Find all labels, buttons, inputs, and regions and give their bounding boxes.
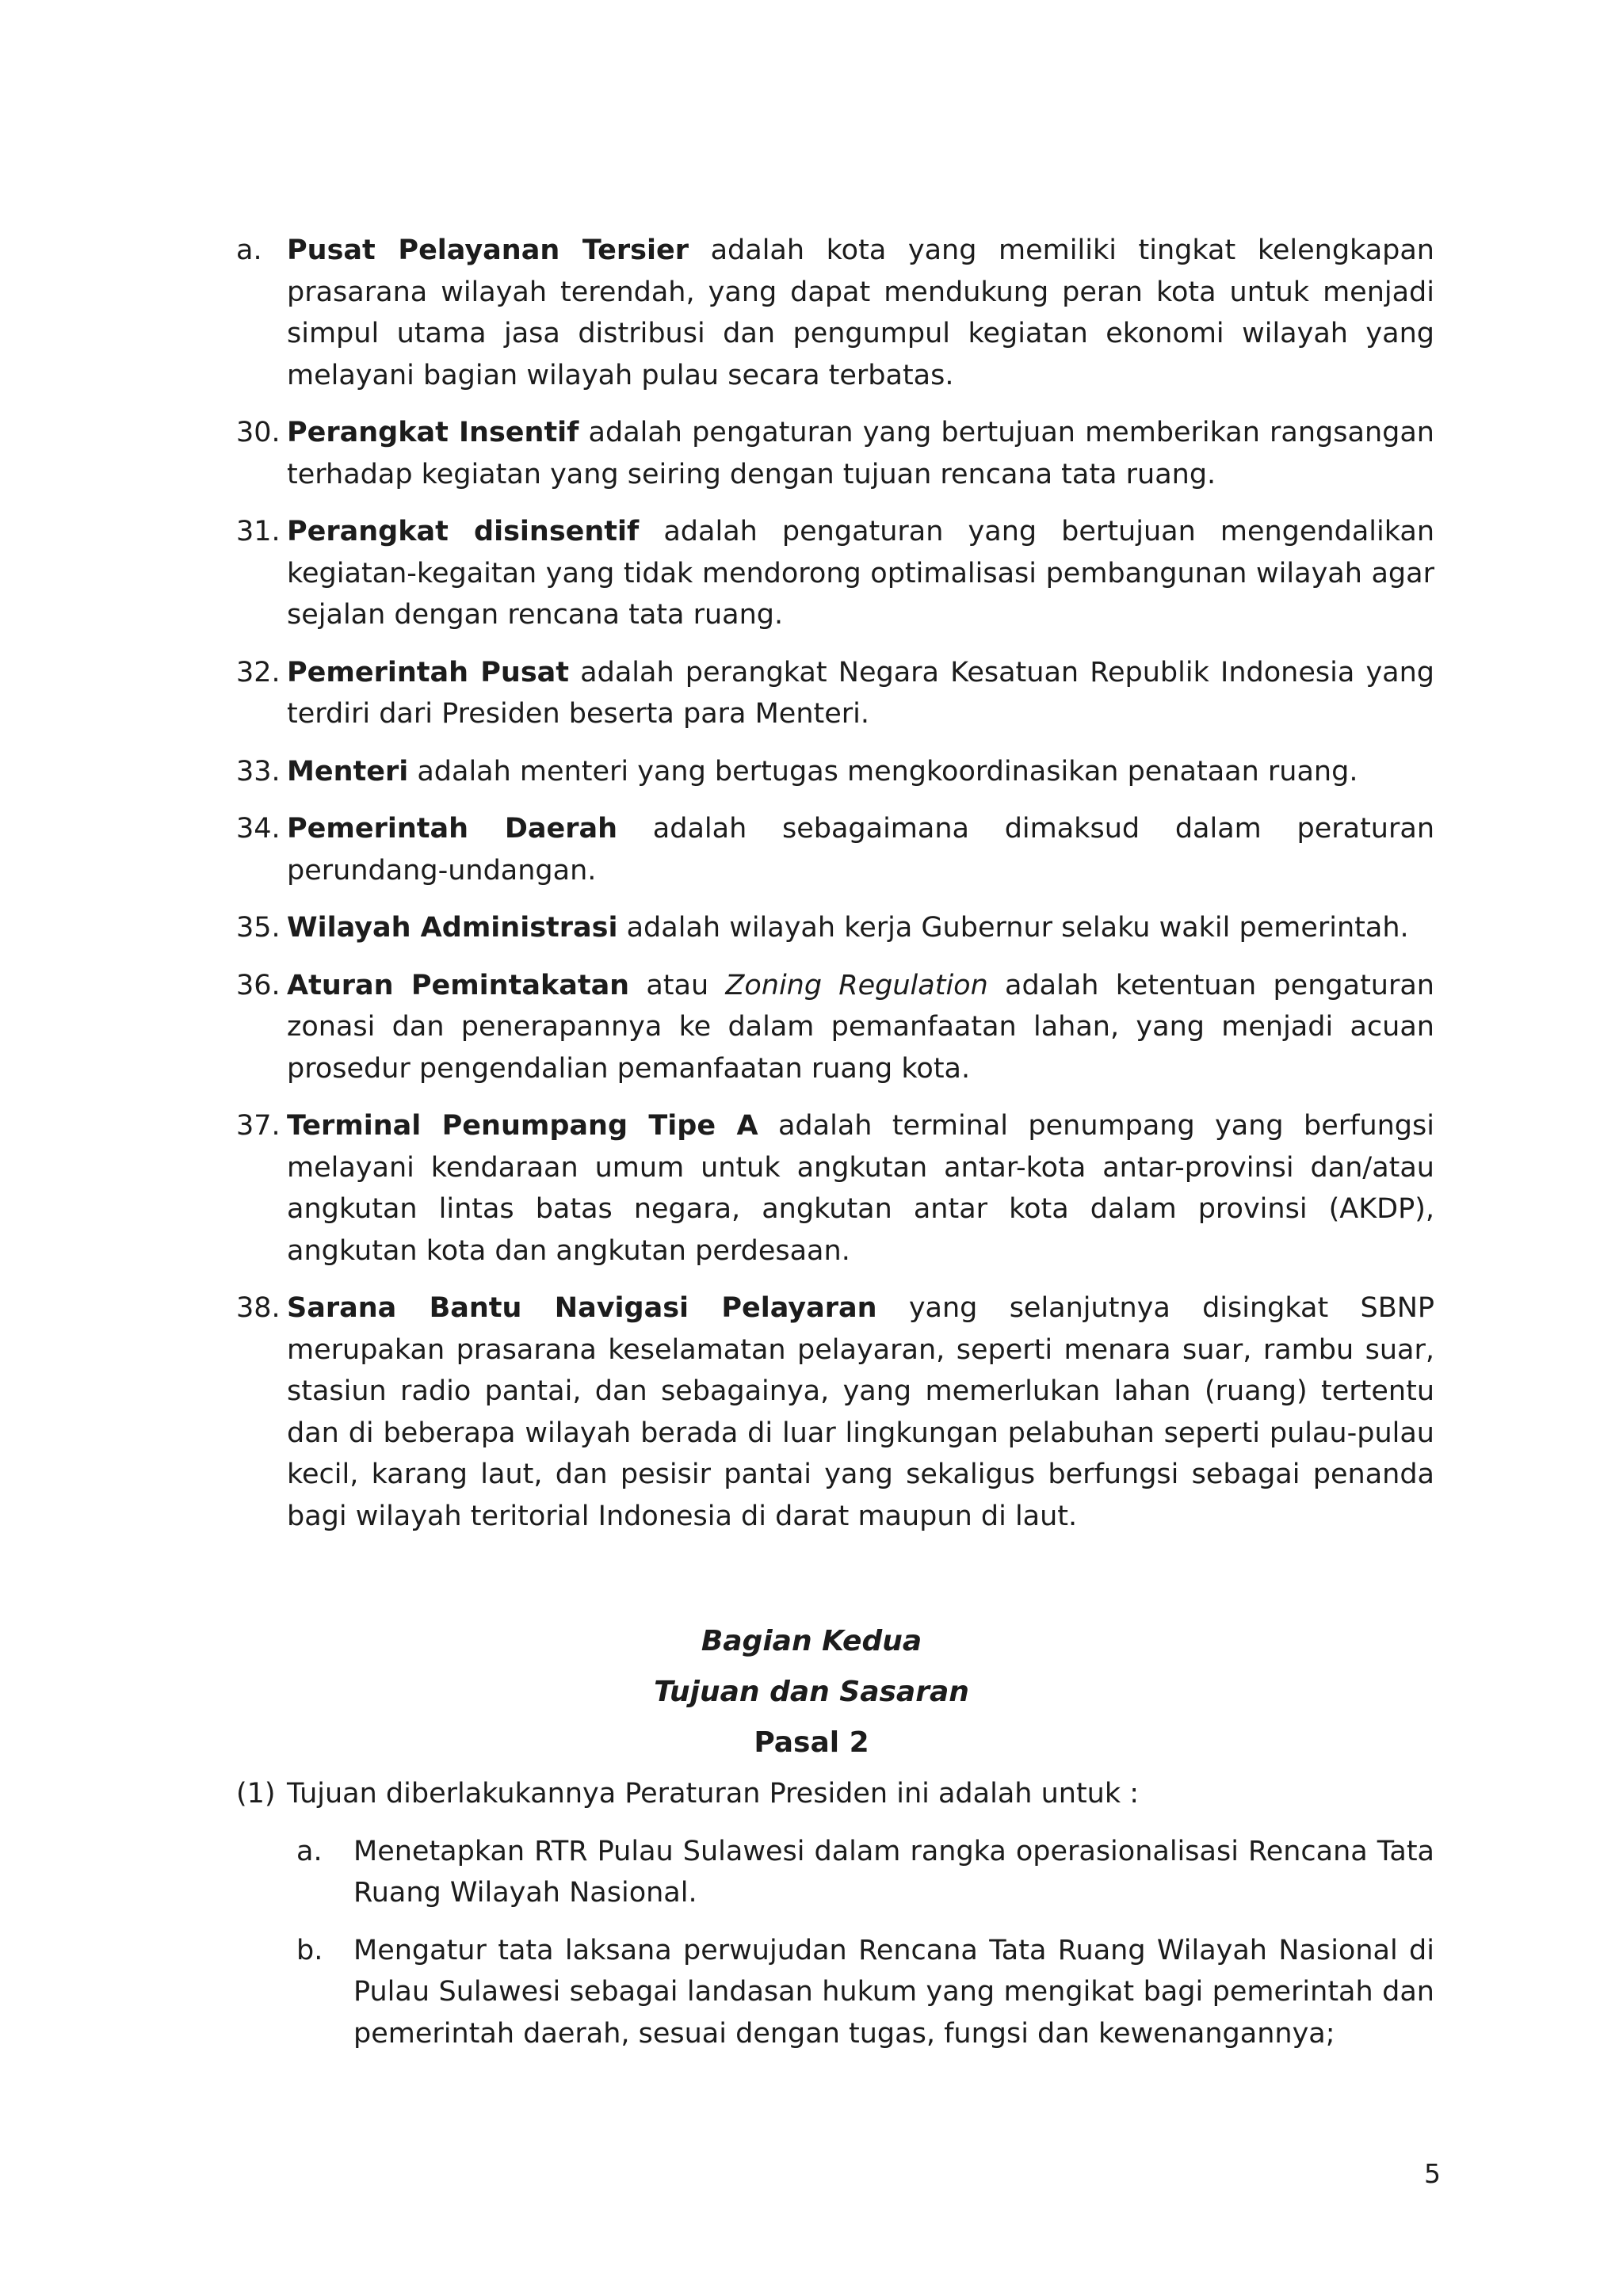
article-heading: Pasal 2 xyxy=(754,1726,869,1759)
definition-text: adalah sebagaimana dimaksud dalam peraturan perundang-undangan. xyxy=(287,813,1434,887)
item-number: 37. xyxy=(236,1110,281,1142)
definition-text: adalah perangkat Negara Kesatuan Republik Indonesia yang terdiri dari Presiden beserta para Menteri. xyxy=(287,656,1434,730)
article-paragraph xyxy=(236,1773,1434,1815)
article-body xyxy=(236,1773,1434,2070)
part-heading: Bagian Kedua xyxy=(701,1625,922,1657)
definition-text: adalah menteri yang bertugas mengkoordinasikan penataan ruang. xyxy=(408,755,1358,788)
definition-text: adalah terminal penumpang yang berfungsi melayani kendaraan umum untuk angkutan antar-kota antar-provinsi dan/atau angkutan lintas batas negara, angkutan antar kota dalam provinsi (AKDP), angkutan kota dan angkutan perdesaan. xyxy=(287,1110,1434,1267)
page-number: 5 xyxy=(1424,2158,1441,2189)
paragraph-subitem xyxy=(236,1930,1434,2055)
item-number: 31. xyxy=(236,516,281,547)
connector-text: atau xyxy=(629,969,726,1001)
paragraph-number: (1) xyxy=(236,1778,276,1810)
definition-item xyxy=(236,412,1434,495)
item-number: 35. xyxy=(236,912,281,944)
defined-term: Pemerintah Pusat xyxy=(287,656,570,688)
definition-item xyxy=(236,1287,1434,1537)
definition-item xyxy=(236,230,1434,396)
definition-item xyxy=(236,808,1434,891)
definition-item xyxy=(236,652,1434,735)
definition-item xyxy=(236,511,1434,636)
subitem-text: Menetapkan RTR Pulau Sulawesi dalam rangka operasionalisasi Rencana Tata Ruang Wilayah Nasional. xyxy=(353,1835,1434,1909)
foreign-term: Zoning Regulation xyxy=(725,969,988,1001)
defined-term: Perangkat disinsentif xyxy=(287,516,640,547)
definition-text: adalah pengaturan yang bertujuan memberikan rangsangan terhadap kegiatan yang seiring dengan tujuan rencana tata ruang. xyxy=(287,417,1434,490)
subitem-letter: a. xyxy=(296,1835,323,1867)
defined-term: Wilayah Administrasi xyxy=(287,912,618,944)
item-number: 34. xyxy=(236,813,281,845)
subitem-text: Mengatur tata laksana perwujudan Rencana Tata Ruang Wilayah Nasional di Pulau Sulawesi sebagai landasan hukum yang mengikat bagi pemerintah dan pemerintah daerah, sesuai dengan tugas, fungsi dan kewenangannya; xyxy=(353,1934,1434,2050)
item-number: 38. xyxy=(236,1292,281,1324)
defined-term: Aturan Pemintakatan xyxy=(287,969,630,1001)
definition-text: yang selanjutnya disingkat SBNP merupakan prasarana keselamatan pelayaran, seperti menara suar, rambu suar, stasiun radio pantai, dan sebagainya, yang memerlukan lahan (ruang) tertentu dan di beberapa wilayah berada di luar lingkungan pelabuhan seperti pulau-pulau kecil, karang laut, dan pesisir pantai yang sekaligus berfungsi sebagai penanda bagi wilayah teritorial Indonesia di darat maupun di laut. xyxy=(287,1292,1435,1532)
defined-term: Menteri xyxy=(287,755,409,788)
definition-item xyxy=(236,751,1434,793)
definition-item xyxy=(236,1105,1434,1272)
section-headings xyxy=(0,1616,1623,1768)
defined-term: Pusat Pelayanan Tersier xyxy=(287,235,689,266)
defined-term: Terminal Penumpang Tipe A xyxy=(287,1110,758,1142)
item-number: 33. xyxy=(236,755,281,788)
defined-term: Pemerintah Daerah xyxy=(287,813,618,845)
item-number: a. xyxy=(236,235,262,266)
definition-text: adalah pengaturan yang bertujuan mengendalikan kegiatan-kegaitan yang tidak mendorong optimalisasi pembangunan wilayah agar sejalan dengan rencana tata ruang. xyxy=(287,516,1434,631)
subitem-letter: b. xyxy=(296,1934,323,1966)
defined-term: Sarana Bantu Navigasi Pelayaran xyxy=(287,1292,877,1324)
paragraph-text: Tujuan diberlakukannya Peraturan Presiden ini adalah untuk : xyxy=(287,1778,1140,1810)
defined-term: Perangkat Insentif xyxy=(287,417,579,448)
definition-text: adalah kota yang memiliki tingkat kelengkapan prasarana wilayah terendah, yang dapat mendukung peran kota untuk menjadi simpul utama jasa distribusi dan pengumpul kegiatan ekonomi wilayah yang melayani bagian wilayah pulau secara terbatas. xyxy=(287,235,1434,391)
definition-item xyxy=(236,907,1434,949)
paragraph-subitem xyxy=(236,1831,1434,1914)
definition-list xyxy=(236,230,1434,1553)
definition-text: adalah wilayah kerja Gubernur selaku wakil pemerintah. xyxy=(617,912,1409,944)
section-title: Tujuan dan Sasaran xyxy=(654,1676,969,1708)
definition-text: adalah ketentuan pengaturan zonasi dan penerapannya ke dalam pemanfaatan lahan, yang menjadi acuan prosedur pengendalian pemanfaatan ruang kota. xyxy=(287,969,1434,1085)
item-number: 30. xyxy=(236,417,281,448)
definition-item xyxy=(236,965,1434,1090)
item-number: 32. xyxy=(236,656,281,688)
item-number: 36. xyxy=(236,969,281,1001)
